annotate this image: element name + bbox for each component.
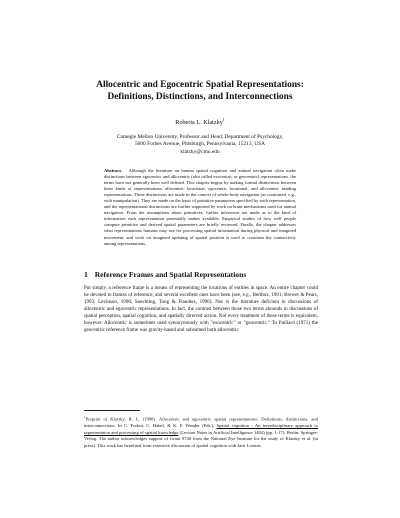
author-name (60, 117, 340, 126)
footnote (84, 414, 318, 450)
section-heading (84, 270, 246, 279)
abstract-text: Although the literature on human spatial cognition and animal navigation often make distinctions between egocentric and allocentric (also called exocentric or geocentric) representations, the terms have not generally been well defined. This chapter begins by making formal distinctions between three kinds of representations: allocentric locational, egocentric locational, and allocentric heading representations. These distinctions are made in the context of whole-body navigation (as contrasted, e.g., with manipulation). They are made on the basis of primitive parameters specified by each representation, and the representational distinctions are further supported by work on brain mechanisms used for animal navigation. From the assumptions about primitives, further inferences are made as to the kind of information each representation potentially makes available. Empirical studies of how well people compute primitive and derived spatial parameters are briefly reviewed. Finally, the chapter addresses what representations humans may use for processing spatial information during physical and imagined movement, and work on imagined updating of spatial position is used to constrain the connectivity among representations. (104, 168, 296, 246)
footnote-text-2: (Lecture Notes in Artificial Intelligence 1404) (pp. 1-17). Berlin: Springer-Verlag. The author acknowledges support of Grant 9740 from the National Eye Institute for the study of Klatzky et al. (in press). This work has benefited from extensive discussion of spatial cognition with Jack Loomis. (84, 429, 318, 448)
paper-title (60, 80, 340, 103)
body-paragraph: Put simply, a reference frame is a means of representing the locations of entities in space. An entire chapter could be devoted to frames of reference, and several excellent ones have been (see, e.g., Berthoz, 1991; Brewer & Pears, 1993; Levinson, 1996; Soechting, Tong & Flanders, 1996). Nor is the literature deficient in discussions of allocentric and egocentric representations. In fact, the contrast between those two terms abounds in discussions of spatial perception, spatial cognition, and spatially directed action. Not every treatment of these terms is equivalent, however. Allocentric is sometimes used synonymously with "exocentric" or "geocentric." To Paillard (1971) the geocentric reference frame was gravity-based and subsumed both allocentric (84, 285, 318, 334)
author-name-text: Roberta L. Klatzky (175, 119, 223, 127)
title-line-1: Allocentric and Egocentric Spatial Representations: (96, 80, 304, 90)
title-line-2: Definitions, Distinctions, and Interconnections (107, 91, 293, 102)
footnote-mark: 1 (84, 415, 86, 419)
section-number: 1 (84, 270, 88, 279)
section-title: Reference Frames and Spatial Representations (94, 270, 247, 279)
affiliation-line-1: Carnegie Mellon University, Professor and Head, Department of Psychology, (116, 134, 284, 140)
footnote-text-1: Preprint of Klatzky, R. L. (1998). Allocentric and egocentric spatial representations: Definitions, distinctions, and interconnections. In C. Freksa, C. Habel, & K. F. Wender (Eds.), (84, 416, 318, 429)
affiliation (60, 134, 340, 156)
footnote-book-title: Spatial cognition - An interdisciplinary approach to representation and processing of spatial knowledge (84, 423, 318, 435)
affiliation-email: klatzky@cmu.edu (180, 148, 220, 155)
affiliation-line-2: 5000 Forbes Avenue, Pittsburgh, Pennsylvania, 15213, USA (134, 141, 266, 148)
abstract (104, 168, 296, 247)
abstract-label: Abstract. (104, 168, 123, 173)
footnote-rule (84, 410, 140, 411)
author-footnote-mark: 1 (222, 117, 225, 122)
